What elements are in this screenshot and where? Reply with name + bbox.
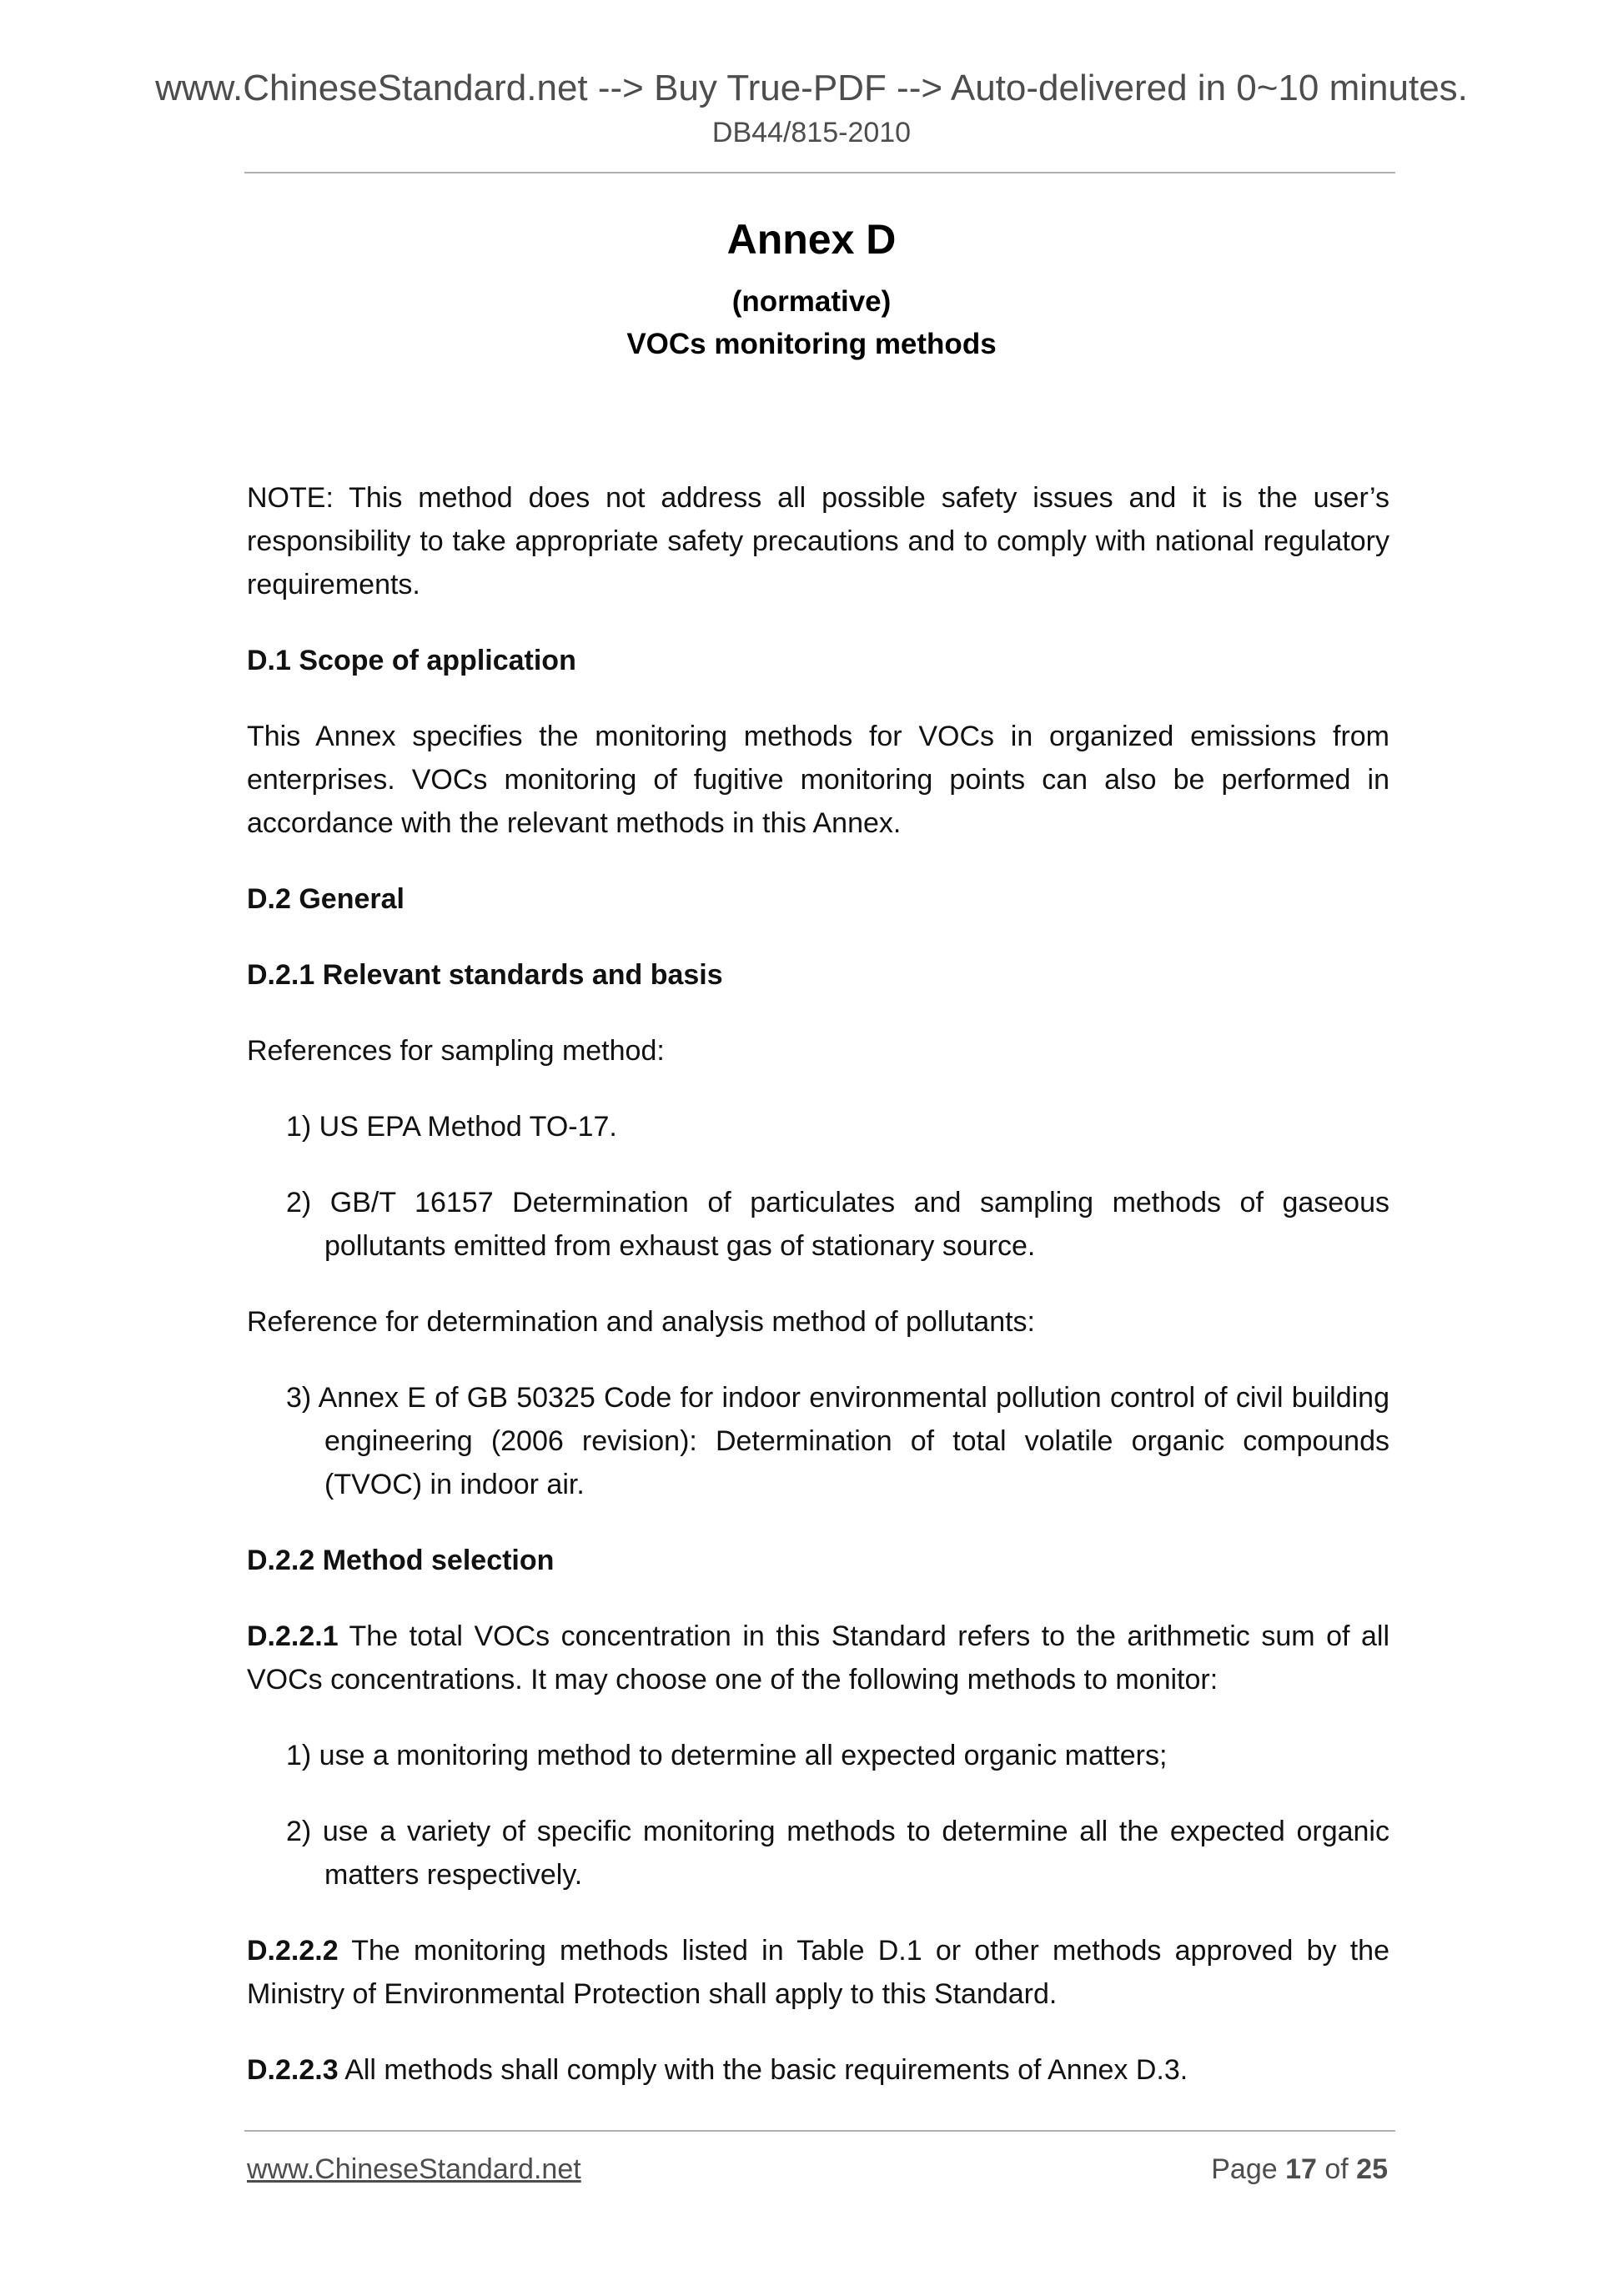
header-divider [244, 172, 1395, 173]
annex-subtitle: VOCs monitoring methods [626, 328, 997, 360]
page-total: 25 [1356, 2153, 1388, 2185]
clause-text: All methods shall comply with the basic requirements of Annex D.3. [338, 2054, 1188, 2086]
clause-number: D.2.2.3 [247, 2054, 339, 2086]
page-indicator [1211, 2153, 1388, 2186]
document-body [247, 476, 1389, 2124]
section-heading-d1: D.1 Scope of application [247, 645, 576, 676]
clause-text: The total VOCs concentration in this Standard refers to the arithmetic sum of all VOCs concentrations. It may choose one of the following methods to monitor: [247, 1620, 1389, 1696]
clause-d221 [247, 1615, 1389, 1701]
clause-d222 [247, 1929, 1389, 2016]
clause-d223 [247, 2048, 1389, 2092]
list-item: 2) GB/T 16157 Determination of particulates and sampling methods of gaseous pollutants emitted from exhaust gas of stationary source. [286, 1187, 1389, 1262]
section-heading-d2: D.2 General [247, 883, 404, 915]
page-prefix: Page [1211, 2153, 1286, 2185]
site-banner: www.ChineseStandard.net --> Buy True-PDF --> Auto-delivered in 0~10 minutes. [155, 68, 1468, 108]
document-number: DB44/815-2010 [711, 117, 912, 148]
list-item: 1) use a monitoring method to determine all expected organic matters; [286, 1740, 1168, 1771]
list-item: 2) use a variety of specific monitoring methods to determine all the expected organic matters respectively. [286, 1816, 1389, 1891]
section-heading-d22: D.2.2 Method selection [247, 1545, 555, 1576]
annex-title: Annex D [726, 216, 897, 263]
footer-divider [244, 2130, 1395, 2132]
page-of: of [1316, 2153, 1357, 2185]
sampling-reference-intro: References for sampling method: [247, 1035, 665, 1067]
footer-site-link[interactable]: www.ChineseStandard.net [247, 2153, 581, 2185]
note-paragraph: NOTE: This method does not address all possible safety issues and it is the user’s responsibility to take appropriate safety precautions and to comply with national regulatory requirements. [247, 482, 1389, 600]
scope-paragraph: This Annex specifies the monitoring methods for VOCs in organized emissions from enterprises. VOCs monitoring of fugitive monitoring points can also be performed in accordance with the relevant methods in this Annex. [247, 721, 1389, 839]
analysis-reference-intro: Reference for determination and analysis method of pollutants: [247, 1306, 1035, 1338]
page-current: 17 [1285, 2153, 1317, 2185]
clause-text: The monitoring methods listed in Table D.1 or other methods approved by the Ministry of Environmental Protection shall apply to this Standard. [247, 1935, 1389, 2010]
clause-number: D.2.2.2 [247, 1935, 339, 1967]
list-item: 3) Annex E of GB 50325 Code for indoor environmental pollution control of civil building engineering (2006 revision): Determination of total volatile organic compounds (TVOC) in indoor air. [286, 1382, 1389, 1500]
clause-number: D.2.2.1 [247, 1620, 339, 1652]
section-heading-d21: D.2.1 Relevant standards and basis [247, 959, 723, 991]
annex-type: (normative) [731, 285, 892, 318]
list-item: 1) US EPA Method TO-17. [286, 1111, 617, 1143]
